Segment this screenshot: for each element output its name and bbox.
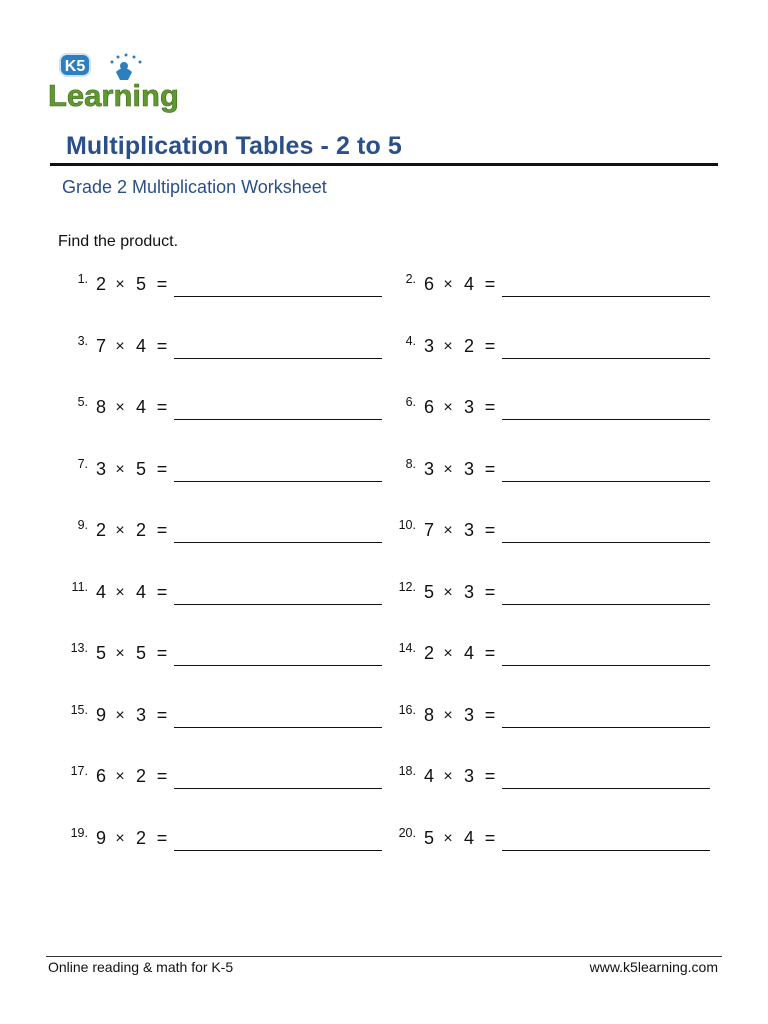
- problem-item: [58, 641, 388, 671]
- instruction-text: Find the product.: [58, 233, 179, 250]
- problem-item: [58, 334, 388, 364]
- factor-a: 5: [423, 581, 434, 602]
- svg-text:Learning: Learning: [48, 78, 179, 113]
- problem-item: [386, 641, 716, 671]
- answer-line[interactable]: [174, 788, 382, 789]
- problem-number: 7.: [77, 456, 88, 471]
- problem-number: 2.: [405, 272, 416, 286]
- factor-a: 9: [95, 827, 106, 848]
- answer-line[interactable]: [174, 604, 382, 605]
- problem-number: 8.: [405, 456, 416, 471]
- problem-number: 11.: [71, 579, 88, 594]
- equals-sign: =: [156, 827, 168, 848]
- factor-b: 4: [463, 643, 474, 663]
- times-sign: ×: [443, 276, 453, 293]
- times-sign: ×: [115, 276, 125, 293]
- factor-a: 7: [423, 520, 434, 540]
- factor-a: 5: [95, 643, 106, 663]
- svg-text:K5: K5: [64, 58, 86, 75]
- footer-tagline: Online reading & math for K-5: [48, 959, 234, 975]
- times-sign: ×: [115, 768, 125, 785]
- footer-divider: [46, 956, 722, 957]
- problem-number: 17.: [70, 764, 88, 778]
- problem-item: [58, 518, 388, 548]
- problem-item: [58, 395, 388, 425]
- factor-b: 4: [463, 274, 474, 294]
- problem-item: [58, 764, 388, 794]
- answer-line[interactable]: [502, 788, 710, 789]
- factor-b: 2: [463, 335, 474, 356]
- equals-sign: =: [484, 458, 496, 479]
- equals-sign: =: [156, 704, 168, 725]
- factor-a: 2: [95, 274, 106, 294]
- factor-a: 4: [95, 581, 106, 602]
- problem-number: 13.: [70, 641, 88, 655]
- equals-sign: =: [484, 274, 496, 294]
- problem-number: 16.: [398, 702, 416, 717]
- factor-a: 7: [95, 335, 106, 356]
- answer-line[interactable]: [174, 542, 382, 543]
- times-sign: ×: [443, 706, 453, 724]
- factor-b: 3: [463, 458, 474, 479]
- problem-item: [386, 395, 716, 425]
- times-sign: ×: [115, 399, 125, 416]
- times-sign: ×: [443, 583, 453, 601]
- times-sign: ×: [115, 829, 125, 847]
- factor-a: 5: [423, 827, 434, 848]
- factor-b: 4: [135, 397, 146, 417]
- answer-line[interactable]: [174, 850, 382, 851]
- problem-number: 20.: [398, 825, 416, 840]
- answer-line[interactable]: [502, 727, 710, 728]
- factor-a: 9: [95, 704, 106, 725]
- factor-b: 2: [135, 520, 146, 540]
- equals-sign: =: [156, 397, 168, 417]
- times-sign: ×: [115, 522, 125, 539]
- problem-item: [386, 457, 716, 487]
- problem-number: 1.: [77, 272, 88, 286]
- problem-number: 4.: [405, 333, 416, 348]
- problem-number: 12.: [398, 579, 416, 594]
- problem-item: [58, 826, 388, 856]
- problem-item: [386, 764, 716, 794]
- factor-a: 4: [423, 766, 434, 786]
- answer-line[interactable]: [502, 358, 710, 359]
- factor-b: 5: [135, 643, 146, 663]
- times-sign: ×: [115, 645, 125, 662]
- times-sign: ×: [443, 460, 453, 478]
- answer-line[interactable]: [502, 604, 710, 605]
- problem-number: 10.: [398, 518, 416, 532]
- times-sign: ×: [443, 399, 453, 416]
- factor-a: 3: [423, 458, 434, 479]
- equals-sign: =: [156, 520, 168, 540]
- problem-item: [386, 518, 716, 548]
- answer-line[interactable]: [502, 419, 710, 420]
- problem-item: [386, 334, 716, 364]
- factor-b: 4: [135, 335, 146, 356]
- times-sign: ×: [115, 337, 125, 355]
- factor-b: 3: [463, 397, 474, 417]
- factor-b: 4: [463, 827, 474, 848]
- page-subtitle: Grade 2 Multiplication Worksheet: [62, 177, 327, 197]
- factor-b: 4: [135, 581, 146, 602]
- factor-b: 2: [135, 827, 146, 848]
- times-sign: ×: [443, 768, 453, 785]
- times-sign: ×: [115, 460, 125, 478]
- answer-line[interactable]: [174, 296, 382, 297]
- equals-sign: =: [484, 335, 496, 356]
- times-sign: ×: [443, 522, 453, 539]
- equals-sign: =: [156, 766, 168, 786]
- equals-sign: =: [484, 766, 496, 786]
- equals-sign: =: [484, 520, 496, 540]
- factor-a: 3: [95, 458, 106, 479]
- answer-line[interactable]: [174, 727, 382, 728]
- problem-number: 9.: [77, 518, 88, 532]
- answer-line[interactable]: [174, 358, 382, 359]
- answer-line[interactable]: [502, 665, 710, 666]
- factor-a: 2: [95, 520, 106, 540]
- answer-line[interactable]: [502, 542, 710, 543]
- times-sign: ×: [115, 706, 125, 724]
- factor-b: 3: [463, 520, 474, 540]
- answer-line[interactable]: [174, 419, 382, 420]
- factor-b: 3: [463, 766, 474, 786]
- equals-sign: =: [484, 581, 496, 602]
- problem-number: 19.: [70, 825, 88, 840]
- equals-sign: =: [484, 704, 496, 725]
- problem-number: 15.: [70, 702, 88, 717]
- problem-item: [58, 580, 388, 610]
- problem-item: [58, 272, 388, 302]
- answer-line[interactable]: [174, 481, 382, 482]
- answer-line[interactable]: [502, 850, 710, 851]
- problem-item: [58, 457, 388, 487]
- factor-a: 6: [95, 766, 106, 786]
- factor-b: 3: [463, 704, 474, 725]
- times-sign: ×: [443, 645, 453, 662]
- factor-a: 2: [423, 643, 434, 663]
- equals-sign: =: [156, 581, 168, 602]
- equals-sign: =: [484, 397, 496, 417]
- problem-number: 5.: [77, 395, 88, 409]
- problem-item: [386, 272, 716, 302]
- factor-b: 5: [135, 458, 146, 479]
- problem-number: 3.: [77, 333, 88, 348]
- problem-item: [386, 703, 716, 733]
- equals-sign: =: [156, 274, 168, 294]
- problem-item: [386, 580, 716, 610]
- answer-line[interactable]: [502, 296, 710, 297]
- factor-a: 3: [423, 335, 434, 356]
- equals-sign: =: [156, 335, 168, 356]
- answer-line[interactable]: [174, 665, 382, 666]
- page-title: Multiplication Tables - 2 to 5: [66, 132, 402, 160]
- answer-line[interactable]: [502, 481, 710, 482]
- problem-item: [58, 703, 388, 733]
- factor-b: 5: [135, 274, 146, 294]
- factor-b: 3: [135, 704, 146, 725]
- footer-website-link[interactable]: www.k5learning.com: [589, 959, 718, 975]
- equals-sign: =: [484, 827, 496, 848]
- times-sign: ×: [443, 337, 453, 355]
- factor-a: 8: [423, 704, 434, 725]
- times-sign: ×: [443, 829, 453, 847]
- equals-sign: =: [156, 643, 168, 663]
- problem-number: 18.: [398, 764, 416, 778]
- factor-a: 8: [95, 397, 106, 417]
- factor-b: 2: [135, 766, 146, 786]
- problem-number: 6.: [405, 395, 416, 409]
- equals-sign: =: [156, 458, 168, 479]
- times-sign: ×: [115, 583, 125, 601]
- problem-number: 14.: [398, 641, 416, 655]
- factor-b: 3: [463, 581, 474, 602]
- problem-item: [386, 826, 716, 856]
- equals-sign: =: [484, 643, 496, 663]
- factor-a: 6: [423, 397, 434, 417]
- factor-a: 6: [423, 274, 434, 294]
